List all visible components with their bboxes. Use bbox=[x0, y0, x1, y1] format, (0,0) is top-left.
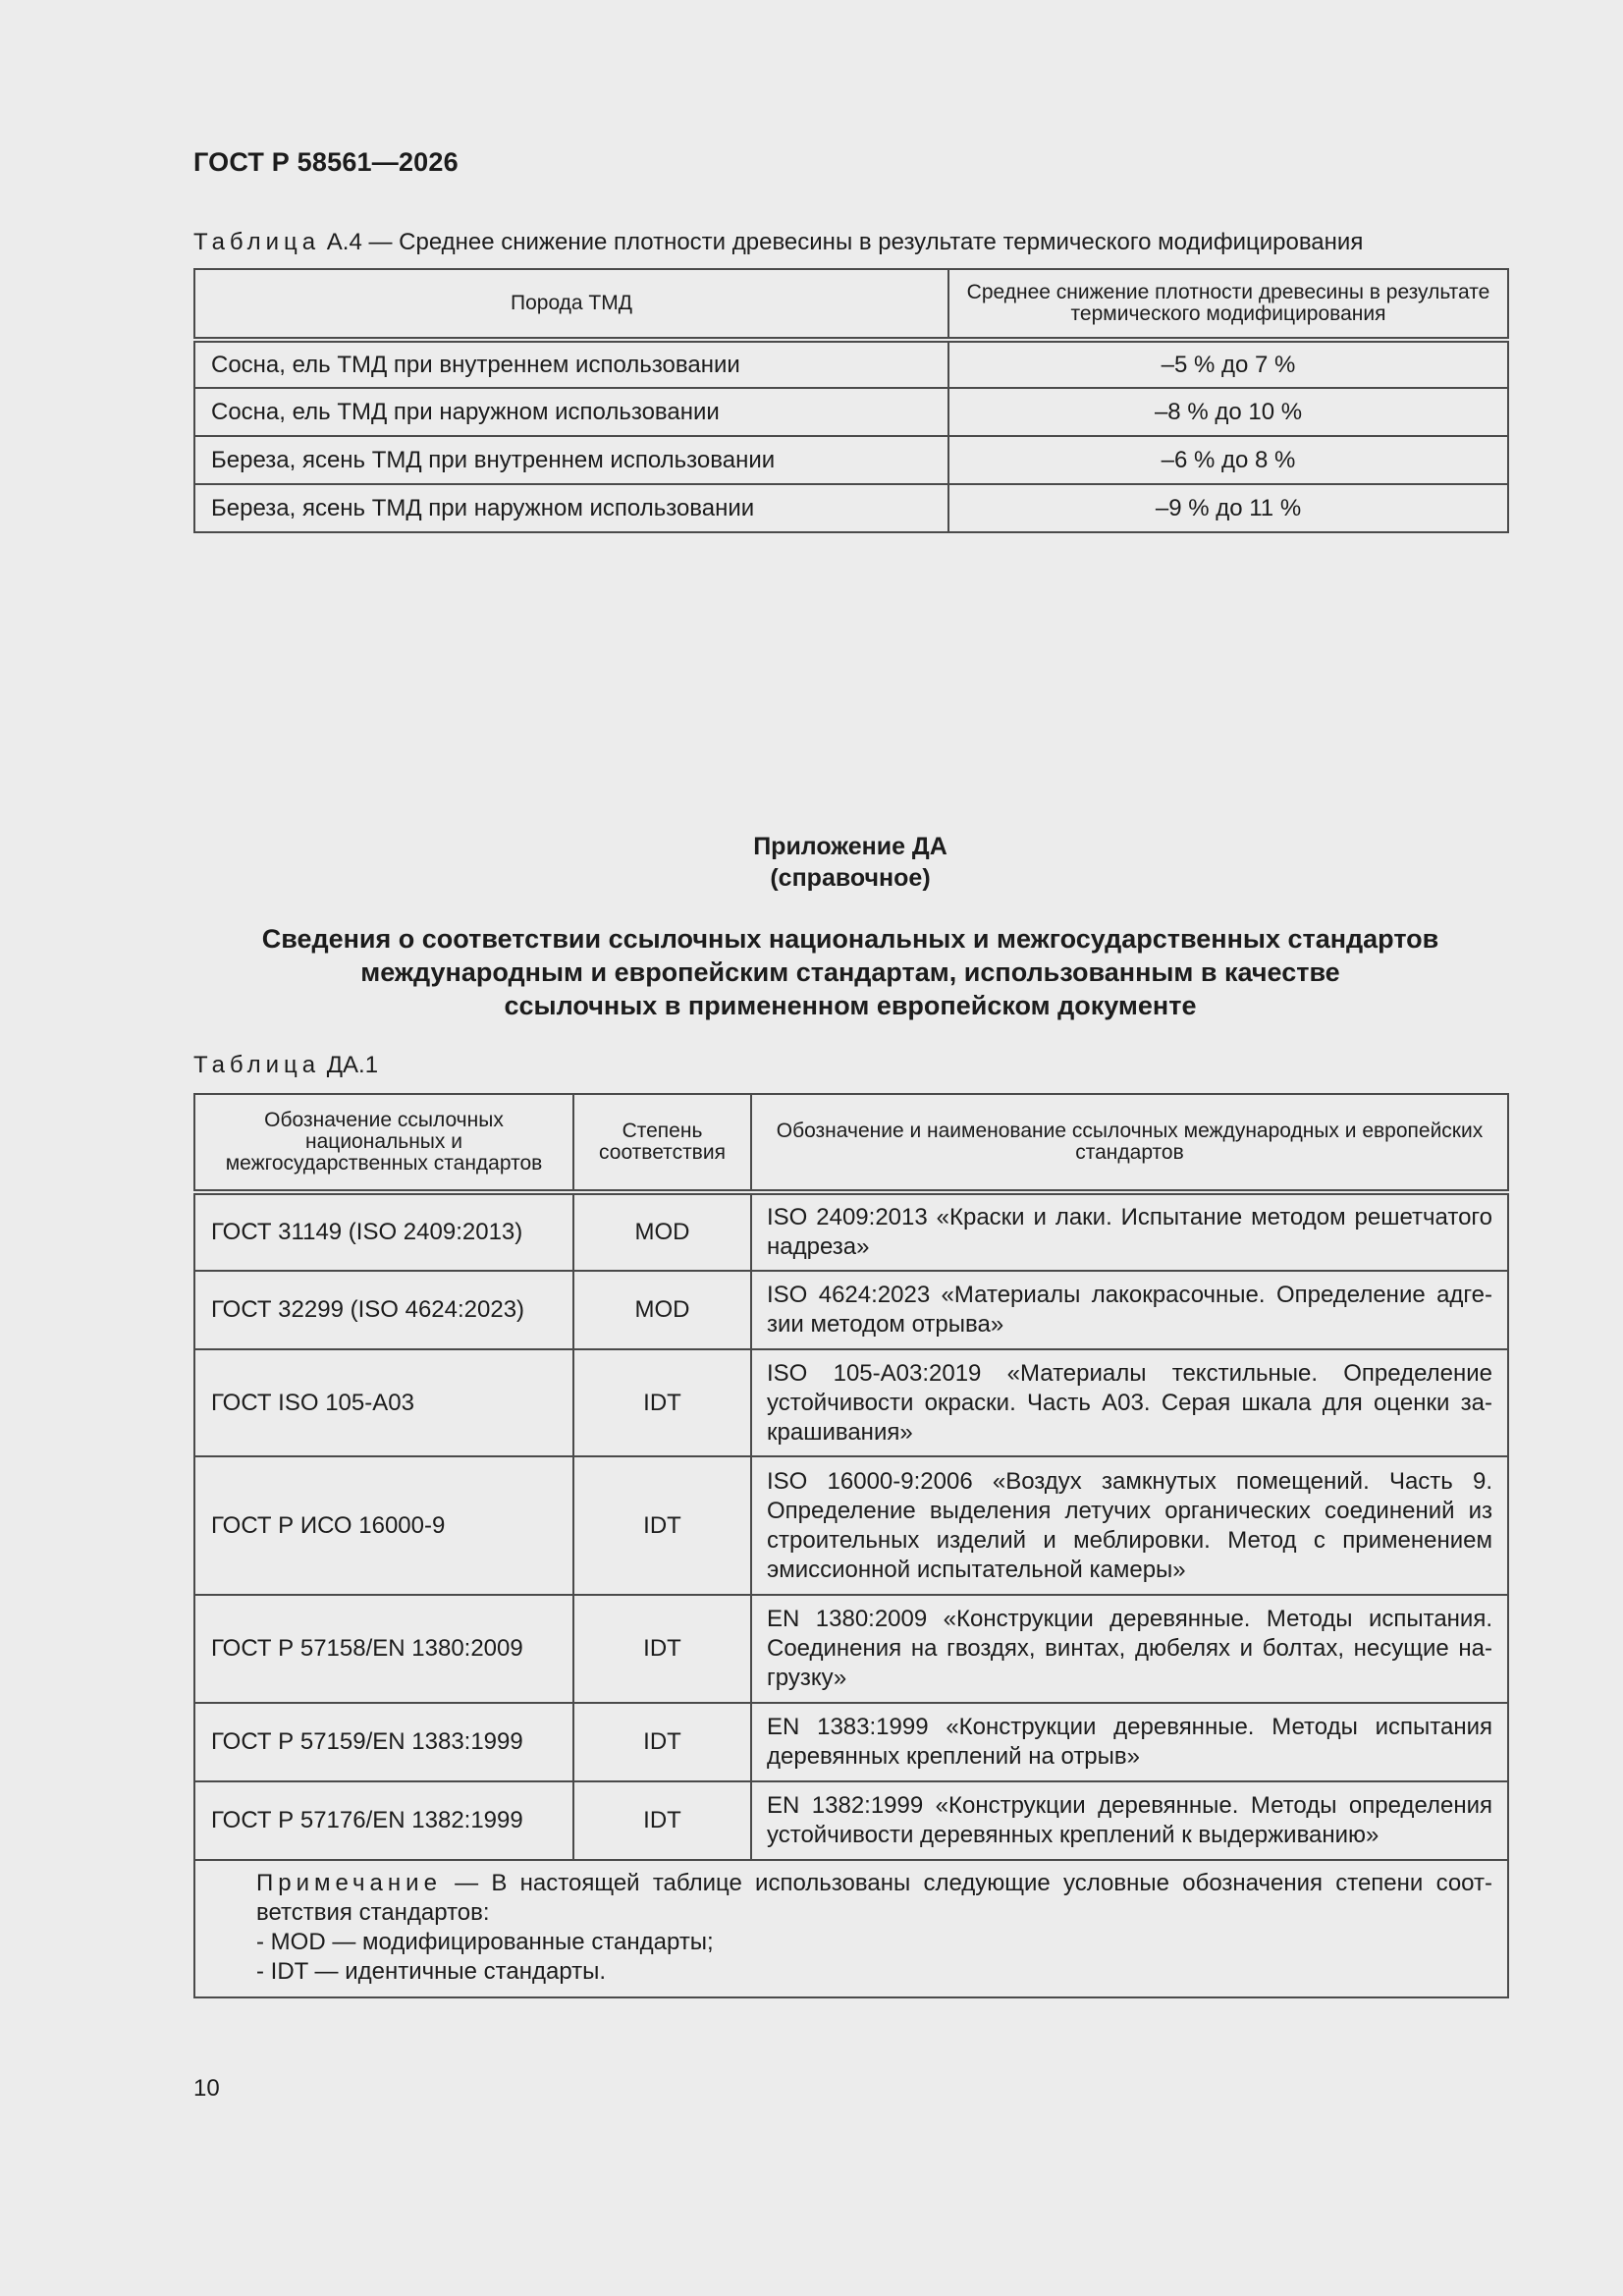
page-number: 10 bbox=[193, 2075, 220, 2102]
table-header-row bbox=[194, 269, 1508, 340]
cell-species: Береза, ясень ТМД при внутреннем использовании bbox=[194, 436, 948, 484]
table-note bbox=[194, 1860, 1508, 1997]
table-row bbox=[194, 436, 1508, 484]
heading-line: международным и европейским стандартам, использованным в качестве bbox=[360, 957, 1340, 987]
cell-conformity-degree: IDT bbox=[573, 1595, 751, 1703]
cell-species: Сосна, ель ТМД при наружном использовании bbox=[194, 388, 948, 436]
caption-label: Таблица bbox=[193, 1052, 321, 1078]
caption-text: ДА.1 bbox=[326, 1052, 379, 1078]
heading-line: ссылочных в примененном европейском документе bbox=[504, 991, 1197, 1020]
column-header-density-reduction: Среднее снижение плотности древесины в результате термического модифицирования bbox=[948, 269, 1508, 340]
cell-conformity-degree: IDT bbox=[573, 1703, 751, 1781]
table-da1 bbox=[193, 1093, 1509, 1998]
column-header-international-standard: Обозначение и наименование ссылочных международных и европейских стандартов bbox=[751, 1094, 1508, 1192]
cell-conformity-degree: MOD bbox=[573, 1192, 751, 1271]
cell-value: –8 % до 10 % bbox=[948, 388, 1508, 436]
cell-national-standard: ГОСТ ISO 105-A03 bbox=[194, 1349, 573, 1456]
cell-conformity-degree: IDT bbox=[573, 1349, 751, 1456]
cell-national-standard: ГОСТ Р ИСО 16000-9 bbox=[194, 1456, 573, 1595]
table-row bbox=[194, 1595, 1508, 1703]
document-code: ГОСТ Р 58561—2026 bbox=[193, 147, 459, 177]
cell-conformity-degree: MOD bbox=[573, 1271, 751, 1349]
cell-international-standard: EN 1383:1999 «Конструкции деревянные. Методы испытания деревянных креплений на отрыв» bbox=[751, 1703, 1508, 1781]
cell-international-standard: ISO 16000-9:2006 «Воздух замкнутых помещений. Часть 9. Определение выделения летучих органических соединений из строительных изделий и меблировки. Метод с применением эмиссионной испытательной камеры» bbox=[751, 1456, 1508, 1595]
cell-international-standard: ISO 105-A03:2019 «Материалы текстильные. Определение устойчивости окраски. Часть А03. Серая шкала для оценки закрашивания» bbox=[751, 1349, 1508, 1456]
note-label: Примечание bbox=[256, 1870, 442, 1896]
cell-value: –9 % до 11 % bbox=[948, 484, 1508, 532]
table-a4 bbox=[193, 268, 1509, 533]
cell-conformity-degree: IDT bbox=[573, 1456, 751, 1595]
table-a4-caption bbox=[193, 229, 1363, 256]
appendix-heading bbox=[193, 922, 1507, 1022]
table-header-row bbox=[194, 1094, 1508, 1192]
appendix-name: Приложение ДА bbox=[753, 833, 947, 860]
column-header-species: Порода ТМД bbox=[194, 269, 948, 340]
cell-species: Береза, ясень ТМД при наружном использовании bbox=[194, 484, 948, 532]
heading-line: Сведения о соответствии ссылочных национальных и межгосударственных стандартов bbox=[261, 924, 1439, 954]
table-note-row bbox=[194, 1860, 1508, 1997]
column-header-conformity-degree: Степень соответствия bbox=[573, 1094, 751, 1192]
cell-national-standard: ГОСТ 32299 (ISO 4624:2023) bbox=[194, 1271, 573, 1349]
cell-international-standard: EN 1382:1999 «Конструкции деревянные. Методы определения устойчивости деревянных креплений к выдерживанию» bbox=[751, 1781, 1508, 1860]
table-row bbox=[194, 1781, 1508, 1860]
note-item: - MOD — модифицированные стандарты; bbox=[256, 1929, 714, 1955]
caption-text: А.4 — Среднее снижение плотности древесины в результате термического модифицирования bbox=[326, 229, 1364, 255]
table-row bbox=[194, 1349, 1508, 1456]
table-row bbox=[194, 1192, 1508, 1271]
cell-value: –5 % до 7 % bbox=[948, 340, 1508, 388]
appendix-kind: (справочное) bbox=[770, 864, 931, 892]
caption-label: Таблица bbox=[193, 229, 321, 255]
column-header-national-standard: Обозначение ссылочных национальных и межгосударственных стандартов bbox=[194, 1094, 573, 1192]
table-row bbox=[194, 340, 1508, 388]
cell-international-standard: ISO 2409:2013 «Краски и лаки. Испытание методом решетчатого надреза» bbox=[751, 1192, 1508, 1271]
cell-national-standard: ГОСТ Р 57158/EN 1380:2009 bbox=[194, 1595, 573, 1703]
cell-national-standard: ГОСТ Р 57176/EN 1382:1999 bbox=[194, 1781, 573, 1860]
note-paragraph bbox=[210, 1869, 1492, 1928]
cell-national-standard: ГОСТ 31149 (ISO 2409:2013) bbox=[194, 1192, 573, 1271]
cell-international-standard: EN 1380:2009 «Конструкции деревянные. Методы испытания. Соединения на гвоздях, винтах, дюбелях и болтах, несущие нагрузку» bbox=[751, 1595, 1508, 1703]
note-text: — В настоящей таблице использованы следующие условные обозначения степени соответствия стандартов: bbox=[256, 1870, 1492, 1926]
appendix-title bbox=[193, 831, 1507, 894]
cell-national-standard: ГОСТ Р 57159/EN 1383:1999 bbox=[194, 1703, 573, 1781]
note-item: - IDT — идентичные стандарты. bbox=[256, 1958, 607, 1985]
cell-international-standard: ISO 4624:2023 «Материалы лакокрасочные. Определение адгезии методом отрыва» bbox=[751, 1271, 1508, 1349]
table-row bbox=[194, 484, 1508, 532]
table-row bbox=[194, 388, 1508, 436]
table-row bbox=[194, 1456, 1508, 1595]
table-row bbox=[194, 1271, 1508, 1349]
cell-value: –6 % до 8 % bbox=[948, 436, 1508, 484]
cell-conformity-degree: IDT bbox=[573, 1781, 751, 1860]
table-row bbox=[194, 1703, 1508, 1781]
cell-species: Сосна, ель ТМД при внутреннем использовании bbox=[194, 340, 948, 388]
table-da1-caption bbox=[193, 1052, 378, 1079]
